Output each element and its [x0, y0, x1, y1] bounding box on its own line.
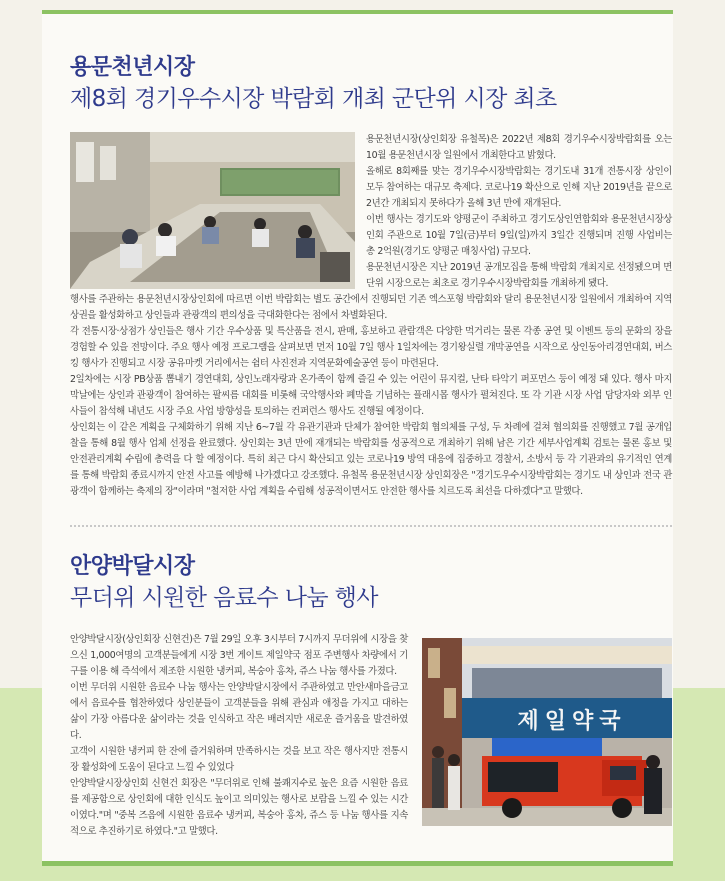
- meeting-photo: [70, 132, 355, 289]
- section1-market-name: 용문천년시장: [70, 55, 195, 80]
- section1-paragraph: 용문천년시장은 지난 2019년 공개모집을 통해 박람회 개최지로 선정됐으며 면 단위 시장으로는 최초로 경기우수시장박람회를 개최하게 됐다.: [366, 262, 672, 289]
- section1-paragraph: 2일차에는 시장 PB상품 뽐내기 경연대회, 상인노래자랑과 온가족이 함께 즐길 수 있는 어린이 뮤지컬, 난타 타악기 퍼포먼스 등이 예정 돼 있다. 행사 마지막날에는 상인과 관광객이 참여하는 팔씨름 대회를 비롯해 국악행사와 폐막을 기념하는 플래시몹 행사가 펼쳐진다. 또 각 기관 시장 사업 담당자와 외부 인사들이 참석해 내년도 시장 주요 사업 방향성을 토의하는 컨퍼런스 행사도 진행될 예정이다.: [70, 374, 672, 417]
- pharmacy-sign-text: 제일약국: [517, 709, 627, 734]
- section1-headline: 제8회 경기우수시장 박람회 개최 군단위 시장 최초: [70, 86, 557, 112]
- market-event-photo: [422, 638, 672, 826]
- section2-headline: 무더위 시원한 음료수 나눔 행사: [70, 585, 378, 611]
- top-rule: [42, 10, 673, 14]
- section-divider: [70, 525, 672, 527]
- section2-paragraph: 안양박달시장상인회 신현건 회장은 "무더위로 인해 불쾌지수로 높은 요즘 시원한 음료를 제공함으로 상인회에 대한 인식도 높이고 의미있는 행사로 보람을 느낄 수 있는 시간이였다."며 "중복 즈음에 시원한 음료수 냉커피, 복숭아 홍차, 쥬스 등 나눔 행사를 지속적으로 추진하기로 하였다."고 말했다.: [70, 778, 408, 837]
- section1-paragraph: 행사를 주관하는 용문천년시장상인회에 따르면 이번 박람회는 별도 공간에서 진행되던 기존 엑스포형 박람회와 달리 용문천년시장 일원에서 개최하여 지역상권을 활성화하고 상인들과 관광객의 편의성을 극대화한다는 점에서 차별화된다.: [70, 294, 672, 321]
- section2-text-column: [70, 632, 408, 840]
- section2-paragraph: 고객이 시원한 냉커피 한 잔에 즐거워하며 만족하시는 것을 보고 작은 행사지만 전통시장 활성화에 도움이 된다고 느낄 수 있었다: [70, 746, 408, 773]
- section2-paragraph: 이번 무더위 시원한 음료수 나눔 행사는 안양박달시장에서 주관하였고 만안새마을금고에서 음료수를 협찬하였다 상인분들이 고객분들을 위해 관심과 애정을 가지고 대하는 삶이 가장 아름다운 삶이라는 것을 인식하고 작은 배려지만 새로운 즐거움을 발견하였다.: [70, 682, 408, 741]
- section1-paragraph: 올해로 8회째를 맞는 경기우수시장박람회는 경기도내 31개 전통시장 상인이 모두 참여하는 대규모 축제다. 코로나19 확산으로 인해 지난 2019년을 끝으로 2년간 개최되지 못하다가 올해 3년 만에 재개된다.: [366, 166, 672, 209]
- section1-paragraph: 이번 행사는 경기도와 양평군이 주최하고 경기도상인연합회와 용문천년시장상인회 주관으로 10월 7일(금)부터 9일(일)까지 3일간 진행되며 진행 사업비는 총 2억원(경기도 양평군 매칭사업) 규모다.: [366, 214, 672, 257]
- section1-paragraph: 용문천년시장(상인회장 유철목)은 2022년 제8회 경기우수시장박람회를 오는 10월 용문천년시장 일원에서 개최한다고 밝혔다.: [366, 134, 672, 161]
- section2-market-name: 안양박달시장: [70, 554, 195, 579]
- section1-paragraph: 각 전통시장·상점가 상인들은 행사 기간 우수상품 및 특산품을 전시, 판매, 홍보하고 관람객은 다양한 먹거리는 물론 각종 공연 및 이벤트 등의 문화의 장을 경험할 수 있을 전망이다. 주요 행사 예정 프로그램을 살펴보면 먼저 10월 7일 행사 1일차에는 경기왕실렬 개막공연을 시작으로 상인동아리경연대회, 버스킹 행사가 진행되고 시장 공유마켓 거리에서는 쉼터 사진전과 지역문화예술공연 등이 마련된다.: [70, 326, 672, 369]
- bottom-rule: [42, 861, 673, 866]
- section1-side-column: [366, 132, 672, 292]
- section1-paragraph: 상인회는 이 같은 계획을 구체화하기 위해 지난 6~7월 각 유관기관과 단체가 참여한 박람회 협의체를 구성, 두 차례에 걸쳐 협의회를 진행했고 7월 공개입찰을 통해 8월 행사 업체 선정을 완료했다. 상인회는 3년 만에 재개되는 박람회를 성공적으로 개최하기 위해 남은 기간 세부사업계획 검토는 물론 홍보 및 안전관리계획 수립에 총력을 다 할 예정이다. 특히 최근 다시 확산되고 있는 코로나19 방역 대응에 집중하고 경찰서, 소방서 등 각 기관과의 유기적인 연계를 통해 박람회 종료시까지 안전 사고를 예방해 나가겠다고 강조했다. 유철목 용문천년시장 상인회장은 "경기도우수시장박람회는 경기도 내 상인과 전국 관광객이 함께하는 축제의 장"이라며 "철저한 사업 계획을 수립해 성공적이면서도 안전한 행사를 치르도록 최선을 다하겠다"고 말했다.: [70, 422, 672, 497]
- section1-full-column: [70, 292, 672, 500]
- section2-paragraph: 안양박달시장(상인회장 신현건)은 7월 29일 오후 3시부터 7시까지 무더위에 시장을 찾으신 1,000여명의 고객분들에게 시장 3번 게이트 제일약국 점포 주변행사 차량에서 기구를 이용 해 즉석에서 제조한 시원한 냉커피, 복숭아 홍차, 쥬스 나눔 행사를 가졌다.: [70, 634, 408, 677]
